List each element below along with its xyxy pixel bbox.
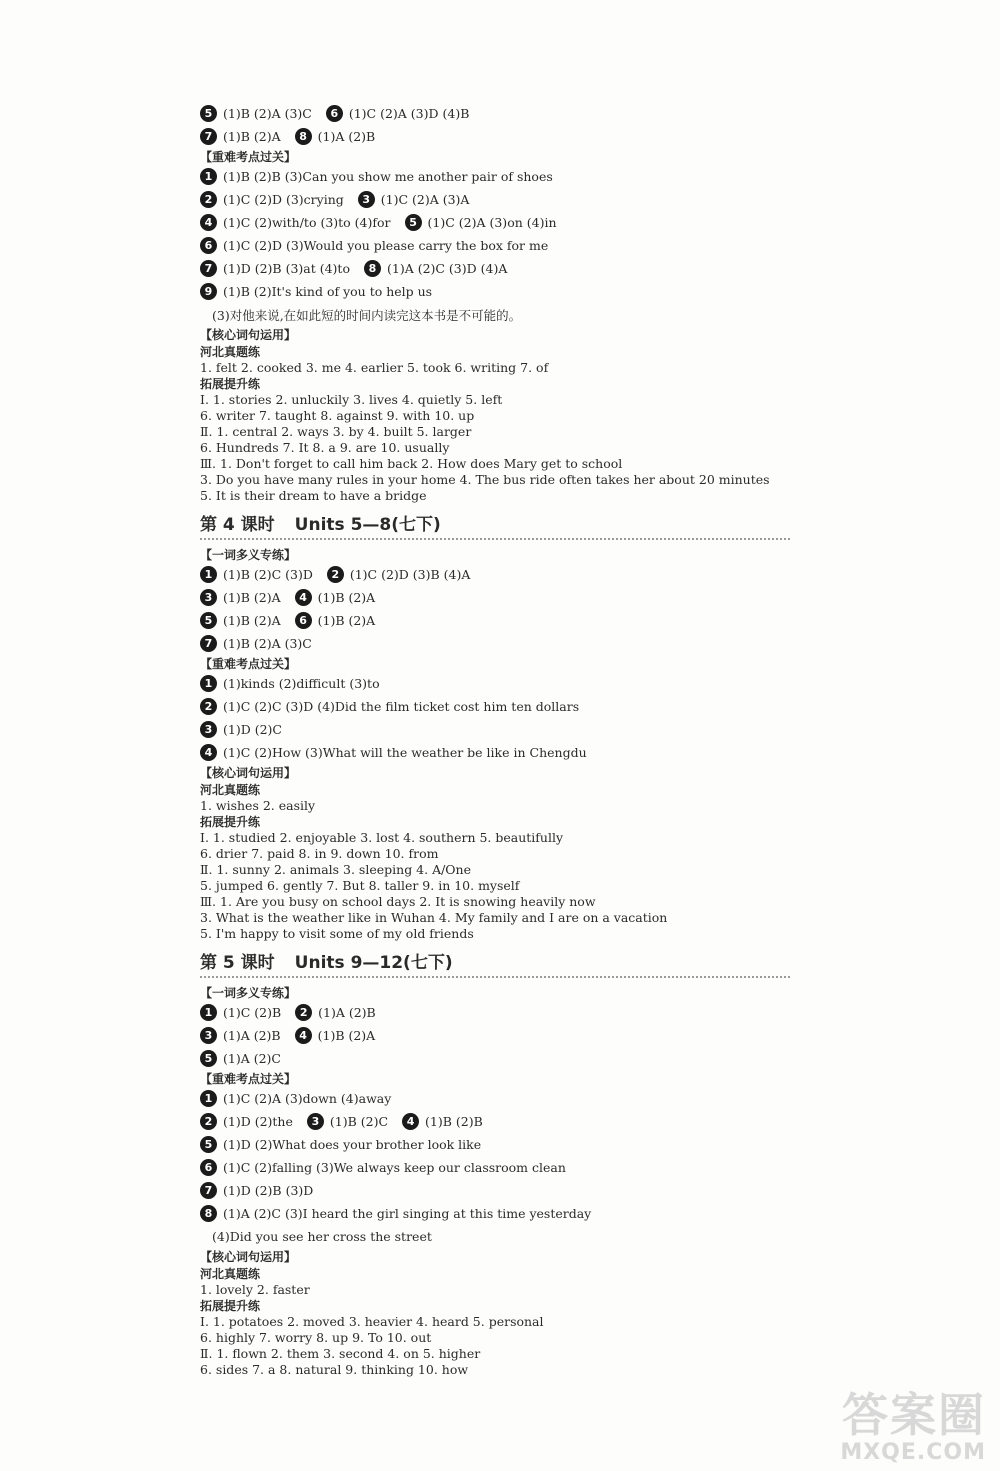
answer-text-line: 6. Hundreds 7. It 8. a 9. are 10. usually: [200, 439, 450, 455]
answer-line: [200, 165, 790, 188]
answer-text-line: 6. highly 7. worry 8. up 9. To 10. out: [200, 1329, 432, 1345]
answer-line: [200, 1179, 790, 1202]
question-number-badge: 8: [364, 260, 381, 277]
question-number-badge: 3: [307, 1113, 324, 1130]
answer-text-line: Ⅲ. 1. Are you busy on school days 2. It is snowing heavily now: [200, 893, 596, 909]
answer-line: [200, 280, 790, 303]
question-number-badge: 1: [200, 1004, 217, 1021]
answer-text: (1)D (2)the: [223, 1114, 293, 1129]
question-number-badge: 4: [295, 589, 312, 606]
lesson-title: 第 5 课时: [200, 952, 275, 973]
text-lines: [200, 1313, 790, 1377]
answer-line: [200, 188, 790, 211]
answer-text: (1)C (2)with/to (3)to (4)for: [223, 215, 391, 230]
section-heading: 【重难考点过关】: [200, 657, 297, 671]
answer-text: (1)C (2)D (3)Would you please carry the box for me: [223, 238, 549, 253]
answer-text: (1)D (2)B (3)D: [223, 1183, 314, 1198]
question-number-badge: 3: [200, 721, 217, 738]
question-number-badge: 4: [200, 214, 217, 231]
answer-text-line: 5. It is their dream to have a bridge: [200, 487, 427, 503]
question-number-badge: 4: [402, 1113, 419, 1130]
answer-text: (1)C (2)C (3)D (4)Did the film ticket cost him ten dollars: [223, 699, 580, 714]
section-heading: 【一词多义专练】: [200, 986, 297, 1000]
answer-line: [200, 609, 790, 632]
answer-line: [200, 1087, 790, 1110]
answer-text-line: 6. sides 7. a 8. natural 9. thinking 10. how: [200, 1361, 469, 1377]
lesson-4-header: [200, 509, 790, 535]
watermark-site: MXQE.COM: [840, 1440, 986, 1465]
section-heading: 【重难考点过关】: [200, 1072, 297, 1086]
answer-text: (1)kinds (2)difficult (3)to: [223, 676, 380, 691]
question-number-badge: 2: [200, 698, 217, 715]
answer-text: (1)B (2)A: [317, 613, 376, 628]
question-number-badge: 2: [327, 566, 344, 583]
question-number-badge: 6: [326, 105, 343, 122]
subsection-heading: 拓展提升练: [200, 1298, 261, 1313]
answer-text: (1)C (2)A (3)A: [380, 192, 470, 207]
answer-line: [200, 211, 790, 234]
lesson-title: 第 4 课时: [200, 514, 275, 535]
answer-line: [200, 1156, 790, 1179]
question-number-badge: 8: [295, 128, 312, 145]
answer-text-line: 5. I'm happy to visit some of my old friends: [200, 925, 474, 941]
question-number-badge: 5: [200, 612, 217, 629]
answer-text: (1)C (2)A (3)D (4)B: [348, 106, 470, 121]
question-number-badge: 2: [200, 191, 217, 208]
question-number-badge: 5: [200, 1050, 217, 1067]
text-lines: [200, 1281, 790, 1297]
answer-text-line: Ⅱ. 1. central 2. ways 3. by 4. built 5. larger: [200, 423, 472, 439]
answer-text: (1)B (2)A: [223, 613, 281, 628]
question-number-badge: 3: [358, 191, 375, 208]
subsection-heading: 河北真题练: [200, 782, 261, 797]
answer-text: (1)B (2)C: [329, 1114, 389, 1129]
answer-line: [200, 102, 790, 125]
answer-text-line: 5. jumped 6. gently 7. But 8. taller 9. in 10. myself: [200, 877, 520, 893]
answer-line: [200, 632, 790, 655]
answer-text-line: 3. What is the weather like in Wuhan 4. My family and I are on a vacation: [200, 909, 668, 925]
section-heading: 【核心词句运用】: [200, 328, 297, 342]
answer-line: [200, 563, 790, 586]
answer-line: [200, 1024, 790, 1047]
question-number-badge: 3: [200, 589, 217, 606]
question-number-badge: 1: [200, 168, 217, 185]
answer-text: (1)B (2)A: [317, 590, 376, 605]
answer-line: [200, 1047, 790, 1070]
question-number-badge: 2: [295, 1004, 312, 1021]
question-number-badge: 7: [200, 635, 217, 652]
question-number-badge: 5: [200, 1136, 217, 1153]
dotted-divider: [200, 976, 790, 978]
answer-text-line: 1. felt 2. cooked 3. me 4. earlier 5. took 6. writing 7. of: [200, 359, 549, 375]
answer-text-line: 6. drier 7. paid 8. in 9. down 10. from: [200, 845, 439, 861]
answer-text: (1)B (2)A: [317, 1028, 376, 1043]
answer-block: [200, 563, 790, 655]
answer-text: (1)B (2)A: [223, 590, 281, 605]
answer-line: [200, 234, 790, 257]
text-lines: [200, 359, 790, 375]
question-number-badge: 4: [200, 744, 217, 761]
section-heading: 【重难考点过关】: [200, 150, 297, 164]
answer-text: (1)A (2)C: [223, 1051, 281, 1066]
answer-text-line: Ⅰ. 1. studied 2. enjoyable 3. lost 4. southern 5. beautifully: [200, 829, 564, 845]
answer-block: [200, 672, 790, 764]
answer-line: [200, 257, 790, 280]
answer-line: (4)Did you see her cross the street: [212, 1229, 432, 1244]
answer-line: (3)对他来说,在如此短的时间内读完这本书是不可能的。: [212, 307, 522, 323]
answer-text: (1)B (2)A: [223, 129, 281, 144]
answer-text: (1)A (2)B: [223, 1028, 281, 1043]
answer-line: [200, 1110, 790, 1133]
question-number-badge: 5: [200, 105, 217, 122]
answer-text: (1)C (2)A (3)on (4)in: [427, 215, 557, 230]
question-number-badge: 3: [200, 1027, 217, 1044]
question-number-badge: 1: [200, 1090, 217, 1107]
answer-line: [200, 695, 790, 718]
answer-line: [200, 586, 790, 609]
question-number-badge: 5: [405, 214, 422, 231]
answer-text-line: 1. lovely 2. faster: [200, 1281, 310, 1297]
answer-text: (1)C (2)D (3)crying: [223, 192, 344, 207]
answer-text-line: 6. writer 7. taught 8. against 9. with 10. up: [200, 407, 475, 423]
question-number-badge: 7: [200, 128, 217, 145]
answer-text: (1)C (2)A (3)down (4)away: [223, 1091, 392, 1106]
question-number-badge: 2: [200, 1113, 217, 1130]
subsection-heading: 河北真题练: [200, 344, 261, 359]
question-number-badge: 6: [200, 237, 217, 254]
text-lines: [200, 797, 790, 813]
answer-line: [200, 741, 790, 764]
answer-text-line: Ⅰ. 1. potatoes 2. moved 3. heavier 4. heard 5. personal: [200, 1313, 544, 1329]
answer-text: (1)D (2)What does your brother look like: [223, 1137, 482, 1152]
answer-text: (1)A (2)C (3)I heard the girl singing at this time yesterday: [223, 1206, 592, 1221]
question-number-badge: 1: [200, 675, 217, 692]
subsection-heading: 拓展提升练: [200, 376, 261, 391]
question-number-badge: 1: [200, 566, 217, 583]
answer-text: (1)A (2)B: [318, 1005, 376, 1020]
question-number-badge: 8: [200, 1205, 217, 1222]
subsection-heading: 拓展提升练: [200, 814, 261, 829]
answer-text: (1)B (2)A (3)C: [223, 106, 312, 121]
answer-text: (1)A (2)B: [317, 129, 376, 144]
text-lines: [200, 391, 790, 503]
answer-text-line: 1. wishes 2. easily: [200, 797, 316, 813]
answer-line: [200, 672, 790, 695]
answer-line: [200, 125, 790, 148]
question-number-badge: 9: [200, 283, 217, 300]
answer-text: (1)A (2)C (3)D (4)A: [386, 261, 508, 276]
answer-text: (1)B (2)B (3)Can you show me another pair of shoes: [223, 169, 553, 184]
answer-block-key-points: [200, 165, 790, 303]
question-number-badge: 6: [200, 1159, 217, 1176]
answer-text-line: 3. Do you have many rules in your home 4. The bus ride often takes her about 20 minutes: [200, 471, 770, 487]
answer-block-previous: [200, 102, 790, 148]
answer-text-line: Ⅱ. 1. sunny 2. animals 3. sleeping 4. A/One: [200, 861, 472, 877]
question-number-badge: 7: [200, 260, 217, 277]
question-number-badge: 7: [200, 1182, 217, 1199]
answer-text: (1)B (2)A (3)C: [223, 636, 312, 651]
answer-text: (1)C (2)How (3)What will the weather be like in Chengdu: [223, 745, 587, 760]
answer-line: [200, 1001, 790, 1024]
lesson-5-header: [200, 947, 790, 973]
answer-text: (1)D (2)B (3)at (4)to: [223, 261, 350, 276]
section-heading: 【核心词句运用】: [200, 1250, 297, 1264]
question-number-badge: 6: [295, 612, 312, 629]
answer-line: [200, 718, 790, 741]
answer-text: (1)D (2)C: [223, 722, 282, 737]
answer-text: (1)C (2)falling (3)We always keep our classroom clean: [223, 1160, 566, 1175]
answer-page: [200, 102, 790, 1377]
section-heading: 【一词多义专练】: [200, 548, 297, 562]
answer-block: [200, 1001, 790, 1070]
section-heading: 【核心词句运用】: [200, 766, 297, 780]
watermark: [786, 1390, 986, 1465]
answer-text: (1)B (2)B: [425, 1114, 483, 1129]
answer-text-line: Ⅲ. 1. Don't forget to call him back 2. How does Mary get to school: [200, 455, 623, 471]
watermark-logo: 答案圈: [842, 1388, 986, 1442]
answer-text: (1)B (2)C (3)D: [223, 567, 313, 582]
lesson-units: Units 5—8(七下): [294, 514, 441, 535]
answer-block: [200, 1087, 790, 1225]
text-lines: [200, 829, 790, 941]
question-number-badge: 4: [295, 1027, 312, 1044]
answer-line: [200, 1133, 790, 1156]
dotted-divider: [200, 538, 790, 540]
answer-text-line: Ⅱ. 1. flown 2. them 3. second 4. on 5. higher: [200, 1345, 481, 1361]
answer-text: (1)C (2)D (3)B (4)A: [349, 567, 471, 582]
answer-text: (1)C (2)B: [223, 1005, 282, 1020]
lesson-units: Units 9—12(七下): [294, 952, 453, 973]
answer-text: (1)B (2)It's kind of you to help us: [223, 284, 433, 299]
answer-line: [200, 1202, 790, 1225]
answer-text-line: Ⅰ. 1. stories 2. unluckily 3. lives 4. quietly 5. left: [200, 391, 503, 407]
subsection-heading: 河北真题练: [200, 1266, 261, 1281]
